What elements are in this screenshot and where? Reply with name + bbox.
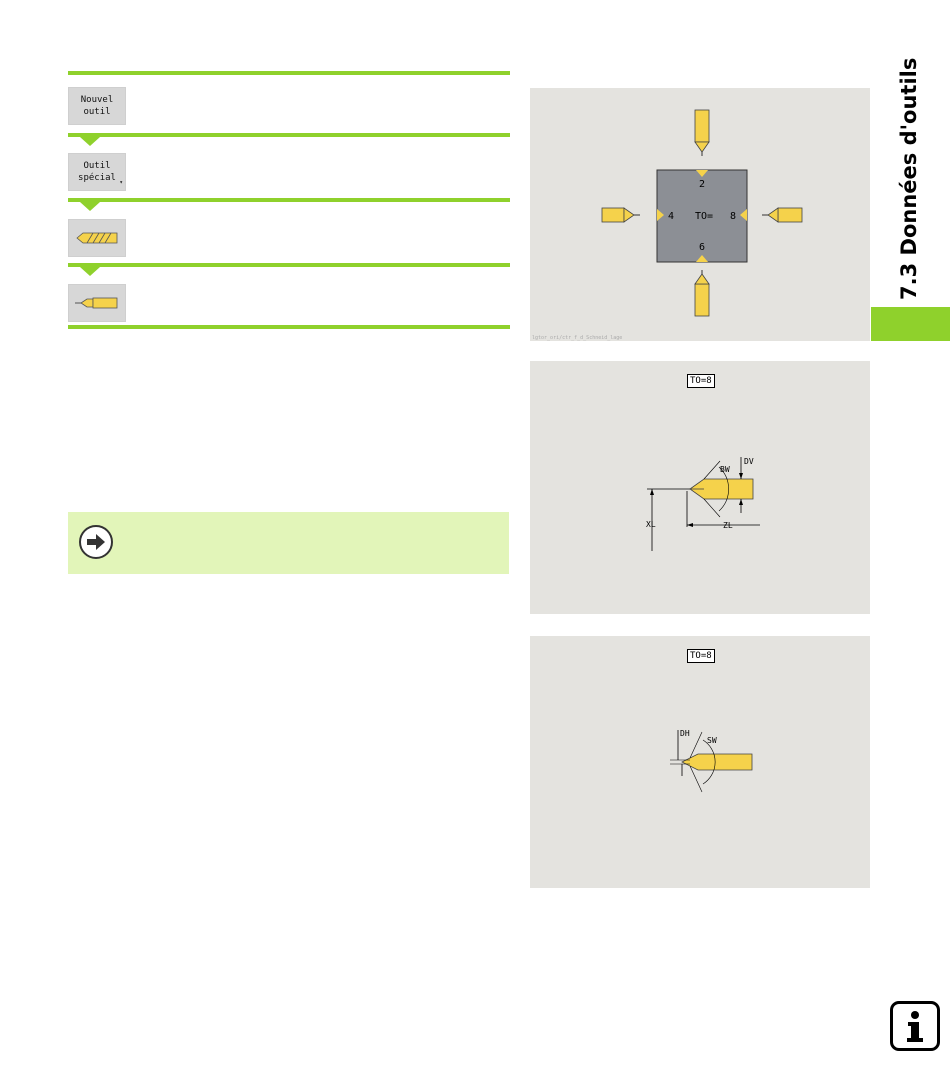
figure-caption: lgtor_ori/ctr_f_d_Schneid_lage bbox=[532, 335, 623, 341]
special-tool-label: Outil spécial bbox=[78, 161, 116, 183]
dim-label-dh: DH bbox=[680, 729, 690, 738]
info-note bbox=[68, 512, 509, 574]
twist-drill-icon bbox=[75, 229, 119, 247]
divider-line bbox=[68, 325, 510, 329]
dim-label-bw: BW bbox=[720, 465, 730, 474]
orientation-label-4: 4 bbox=[668, 211, 675, 222]
dim-label-zl: ZL bbox=[723, 521, 733, 530]
orientation-label-6: 6 bbox=[698, 242, 706, 253]
info-icon bbox=[890, 1001, 940, 1051]
dim-label-sw: SW bbox=[707, 736, 717, 745]
new-tool-label: Nouvel outil bbox=[80, 95, 114, 117]
to-label-box: TO=8 bbox=[687, 374, 715, 388]
orientation-figure bbox=[530, 88, 870, 341]
dropdown-indicator-icon: ▾ bbox=[119, 179, 123, 186]
orientation-label-8: 8 bbox=[729, 211, 736, 222]
divider-line bbox=[68, 198, 510, 202]
dim-label-dv: DV bbox=[744, 457, 754, 466]
dim-label-xl: XL bbox=[646, 520, 656, 529]
center-drill-icon bbox=[75, 294, 119, 312]
new-tool-softkey[interactable] bbox=[68, 87, 126, 125]
chevron-down-icon bbox=[80, 202, 100, 211]
chapter-title: 7.3 Données d'outils bbox=[897, 57, 921, 300]
chevron-down-icon bbox=[80, 137, 100, 146]
point-figure bbox=[530, 636, 870, 888]
dimensions-figure bbox=[530, 361, 870, 614]
orientation-label-2: 2 bbox=[698, 179, 706, 190]
divider-line bbox=[68, 133, 510, 137]
special-tool-softkey[interactable] bbox=[68, 153, 126, 191]
orientation-label-to: TO= bbox=[694, 211, 714, 222]
chevron-down-icon bbox=[80, 267, 100, 276]
center-drill-softkey[interactable] bbox=[68, 284, 126, 322]
chapter-tab bbox=[871, 307, 950, 341]
twist-drill-softkey[interactable] bbox=[68, 219, 126, 257]
divider-line bbox=[68, 71, 510, 75]
arrow-right-icon bbox=[79, 525, 113, 559]
to-label-box: TO=8 bbox=[687, 649, 715, 663]
divider-line bbox=[68, 263, 510, 267]
